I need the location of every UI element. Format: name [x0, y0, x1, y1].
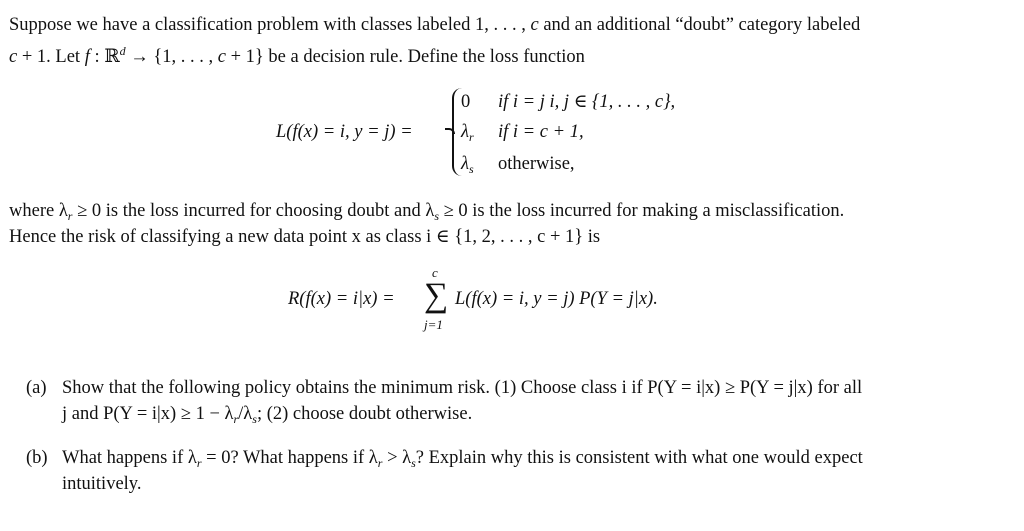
case1-value: 0 — [461, 92, 471, 112]
intro-text: → {1, . . . , — [125, 47, 218, 67]
intro-text: Suppose we have a classification problem with classes labeled 1, . . . , — [9, 15, 531, 35]
part-b-text: ? Explain why this is consistent with what one would expect — [415, 448, 863, 468]
case3-value — [461, 152, 474, 181]
part-b-line-2: intuitively. — [62, 474, 142, 494]
case1-condition: if i = j i, j ∈ {1, . . . , c}, — [498, 92, 676, 112]
intro-text: + 1. Let — [17, 47, 85, 67]
lambda: λ — [461, 122, 470, 142]
intro-text: + 1} be a decision rule. Define the loss function — [225, 47, 585, 67]
subscript-s: s — [411, 456, 416, 470]
sum-symbol: ∑ — [424, 277, 449, 314]
where-text: where λ — [9, 201, 68, 221]
part-a-text: /λ — [238, 404, 253, 424]
subscript-s: s — [434, 209, 439, 223]
var-f: f — [84, 47, 90, 67]
risk-lhs: R(f(x) = i|x) = — [288, 289, 395, 309]
var-c: c — [217, 47, 226, 67]
subscript-s: s — [469, 162, 474, 176]
lambda: λ — [461, 154, 470, 174]
where-line-1 — [9, 199, 844, 228]
part-a-text: j and P(Y = i|x) ≥ 1 − λ — [62, 404, 234, 424]
subscript-r: r — [67, 209, 73, 223]
var-c: c — [530, 15, 539, 35]
superscript-d: d — [119, 44, 126, 58]
part-b-text: What happens if λ — [62, 448, 197, 468]
subscript-r: r — [196, 456, 202, 470]
intro-line-1 — [9, 13, 860, 37]
sum-upper-limit: c — [432, 265, 438, 280]
intro-text: : ℝ — [89, 47, 120, 67]
subscript-r: r — [377, 456, 383, 470]
where-text: ≥ 0 is the loss incurred for choosing doubt and λ — [72, 201, 435, 221]
part-a-text: ; (2) choose doubt otherwise. — [256, 404, 473, 424]
case2-value — [461, 120, 474, 149]
part-b-label: (b) — [26, 448, 48, 468]
sum-lower-limit: j=1 — [424, 317, 443, 332]
var-c: c — [9, 47, 18, 67]
part-a-line-1: Show that the following policy obtains the minimum risk. (1) Choose class i if P(Y = i|x) ≥ P(Y = j|x) for all — [62, 378, 863, 398]
where-text: ≥ 0 is the loss incurred for making a misclassification. — [438, 201, 845, 221]
risk-rhs: L(f(x) = i, y = j) P(Y = j|x). — [455, 289, 658, 309]
subscript-s: s — [252, 412, 257, 426]
part-a-label: (a) — [26, 378, 47, 398]
part-b-text: > λ — [382, 448, 412, 468]
subscript-r: r — [469, 130, 474, 144]
case2-condition: if i = c + 1, — [498, 122, 584, 142]
loss-lhs: L(f(x) = i, y = j) = — [276, 122, 413, 142]
where-line-2: Hence the risk of classifying a new data point x as class i ∈ {1, 2, . . . , c + 1} is — [9, 227, 601, 247]
part-b-text: = 0? What happens if λ — [201, 448, 378, 468]
intro-line-2 — [9, 39, 585, 69]
case3-condition: otherwise, — [498, 154, 575, 174]
intro-text: and an additional “doubt” category labeled — [538, 15, 861, 35]
subscript-r: r — [233, 412, 239, 426]
part-b-line-1 — [62, 446, 863, 475]
part-a-line-2 — [62, 402, 472, 431]
